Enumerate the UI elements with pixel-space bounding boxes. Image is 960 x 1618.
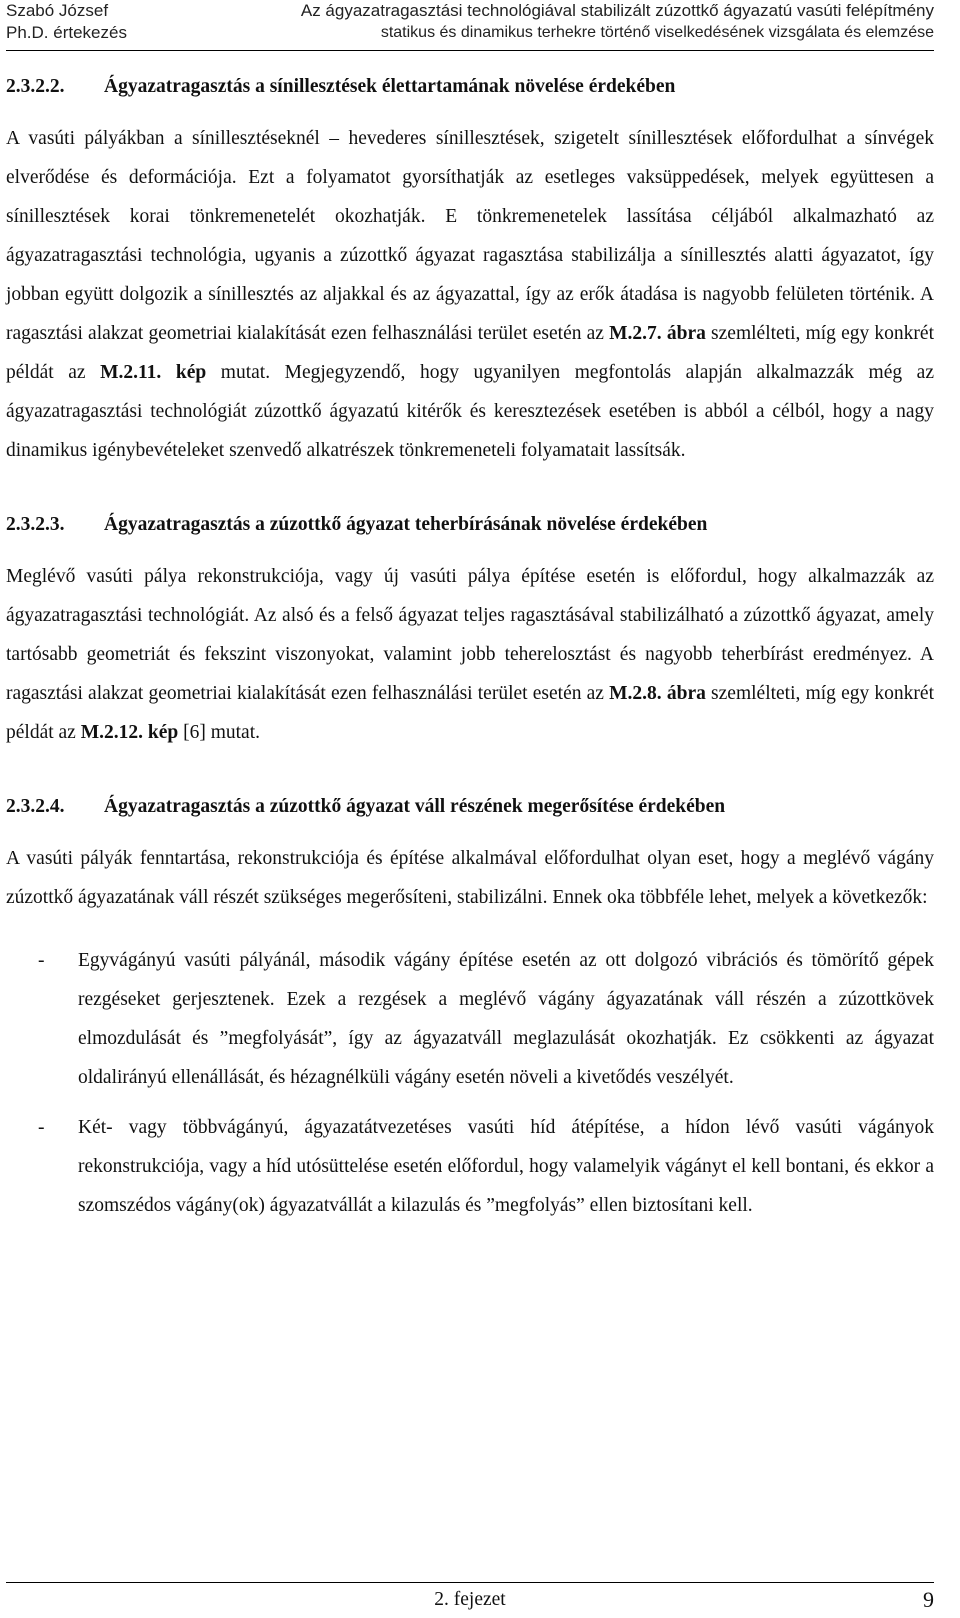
paragraph <box>6 119 934 470</box>
paragraph-text: [6] mutat. <box>178 722 260 743</box>
page-content <box>6 60 934 1236</box>
section-number: 2.3.2.2. <box>6 76 65 97</box>
dash-bullet: - <box>38 1117 45 1138</box>
page-footer <box>6 1582 934 1618</box>
image-reference: M.2.12. kép <box>80 722 179 743</box>
section-title: Ágyazatragasztás a zúzottkő ágyazat teherbírásának növelése érdekében <box>104 514 708 535</box>
section-number: 2.3.2.4. <box>6 796 65 817</box>
figure-reference: M.2.8. ábra <box>609 683 706 704</box>
list-item <box>6 941 934 1097</box>
section-number: 2.3.2.3. <box>6 514 65 535</box>
section-heading <box>6 72 934 102</box>
paragraph: A vasúti pályák fenntartása, rekonstrukciója és építése alkalmával előfordulhat olyan eset, hogy a meglévő vágány zúzottkő ágyazatának váll részét szükséges megerősíteni, stabilizálni. Ennek oka többféle lehet, melyek a következők: <box>6 848 934 908</box>
section-title: Ágyazatragasztás a sínillesztések élettartamának növelése érdekében <box>104 76 676 97</box>
section-title: Ágyazatragasztás a zúzottkő ágyazat váll részének megerősítése érdekében <box>104 796 726 817</box>
section-heading <box>6 510 934 540</box>
paragraph-text: Meglévő vasúti pálya rekonstrukciója, vagy új vasúti pálya építése esetén is előfordul, hogy alkalmazzák az ágyazatragasztási technológiát. Az alsó és a felső ágyazat teljes ragasztásával stabilizálható a zúzottkő ágyazat, amely tartósabb geometriát és fekszint viszonyokat, valamint jobb teherelosztást és nagyobb teherbírást eredményez. A ragasztási alakzat geometriai kialakítását ezen felhasználási terület esetén az <box>6 566 934 704</box>
page-number: 9 <box>923 1587 934 1612</box>
page-header <box>6 0 934 51</box>
paragraph-text: mutat. Megjegyzendő, hogy ugyanilyen megfontolás alapján alkalmazzák még az ágyazatragasztási technológiát zúzottkő ágyazatú kitérők és keresztezések esetében is abból a célból, hogy a nagy dinamikus igénybevételeket szenvedő alkatrészek tönkremeneteli folyamatait lassítsák. <box>6 362 934 461</box>
bullet-list <box>6 941 934 1225</box>
header-title-line2: statikus és dinamikus terhekre történő viselkedésének vizsgálata és elemzése <box>380 24 934 41</box>
section-heading <box>6 792 934 822</box>
paragraph-text: A vasúti pályákban a sínillesztéseknél – hevederes sínillesztések, szigetelt sínillesztések előfordulhat a sínvégek elverődése és deformációja. Ezt a folyamatot gyorsíthatják az esetleges vaksüppedések, melyek együttesen a sínillesztések korai tönkremenetelét okozhatják. E tönkremenetelek lassítása céljából alkalmazható az ágyazatragasztási technológia, ugyanis a zúzottkő ágyazat ragasztása stabilizálja a sínillesztés alatti ágyazatot, így jobban együtt dolgozik a sínillesztés az aljakkal és az ágyazattal, így az erők átadása is nagyobb felületen történik. A ragasztási alakzat geometriai kialakítását ezen felhasználási terület esetén az <box>6 128 934 344</box>
list-item-text: Egyvágányú vasúti pályánál, második vágány építése esetén az ott dolgozó vibrációs és tömörítő gépek rezgéseket gerjesztenek. Ezek a rezgések a meglévő vágány ágyazatának váll részén a zúzottkövek elmozdulását és ”megfolyását”, így az ágyazatváll meglazulását okozhatják. Ez csökkenti az ágyazat oldalirányú ellenállását, és hézagnélküli vágány esetén növeli a kivetődés veszélyét. <box>78 950 934 1088</box>
figure-reference: M.2.7. ábra <box>609 323 706 344</box>
image-reference: M.2.11. kép <box>100 362 207 383</box>
list-item <box>6 1108 934 1225</box>
header-author-block <box>6 0 226 44</box>
paragraph <box>6 557 934 752</box>
paragraph-text: szemlélteti, míg egy konkrét példát az <box>6 683 934 743</box>
footer-chapter: 2. fejezet <box>434 1589 506 1610</box>
dash-bullet: - <box>38 950 45 971</box>
paragraph-text: szemlélteti, míg egy konkrét példát az <box>6 323 934 383</box>
header-title-block <box>234 0 934 44</box>
header-author: Szabó József <box>6 1 109 20</box>
header-title-line1: Az ágyazatragasztási technológiával stabilizált zúzottkő ágyazatú vasúti felépítmény <box>300 1 934 20</box>
list-item-text: Két- vagy többvágányú, ágyazatátvezetéses vasúti híd átépítése, a hídon lévő vasúti vágányok rekonstrukciója, vagy a híd utósüttelése esetén előfordul, hogy valamelyik vágányt el kell bontani, és ekkor a szomszédos vágány(ok) ágyazatvállát a kilazulás és ”megfolyás” ellen biztosítani kell. <box>78 1117 934 1216</box>
header-degree: Ph.D. értekezés <box>6 23 127 42</box>
